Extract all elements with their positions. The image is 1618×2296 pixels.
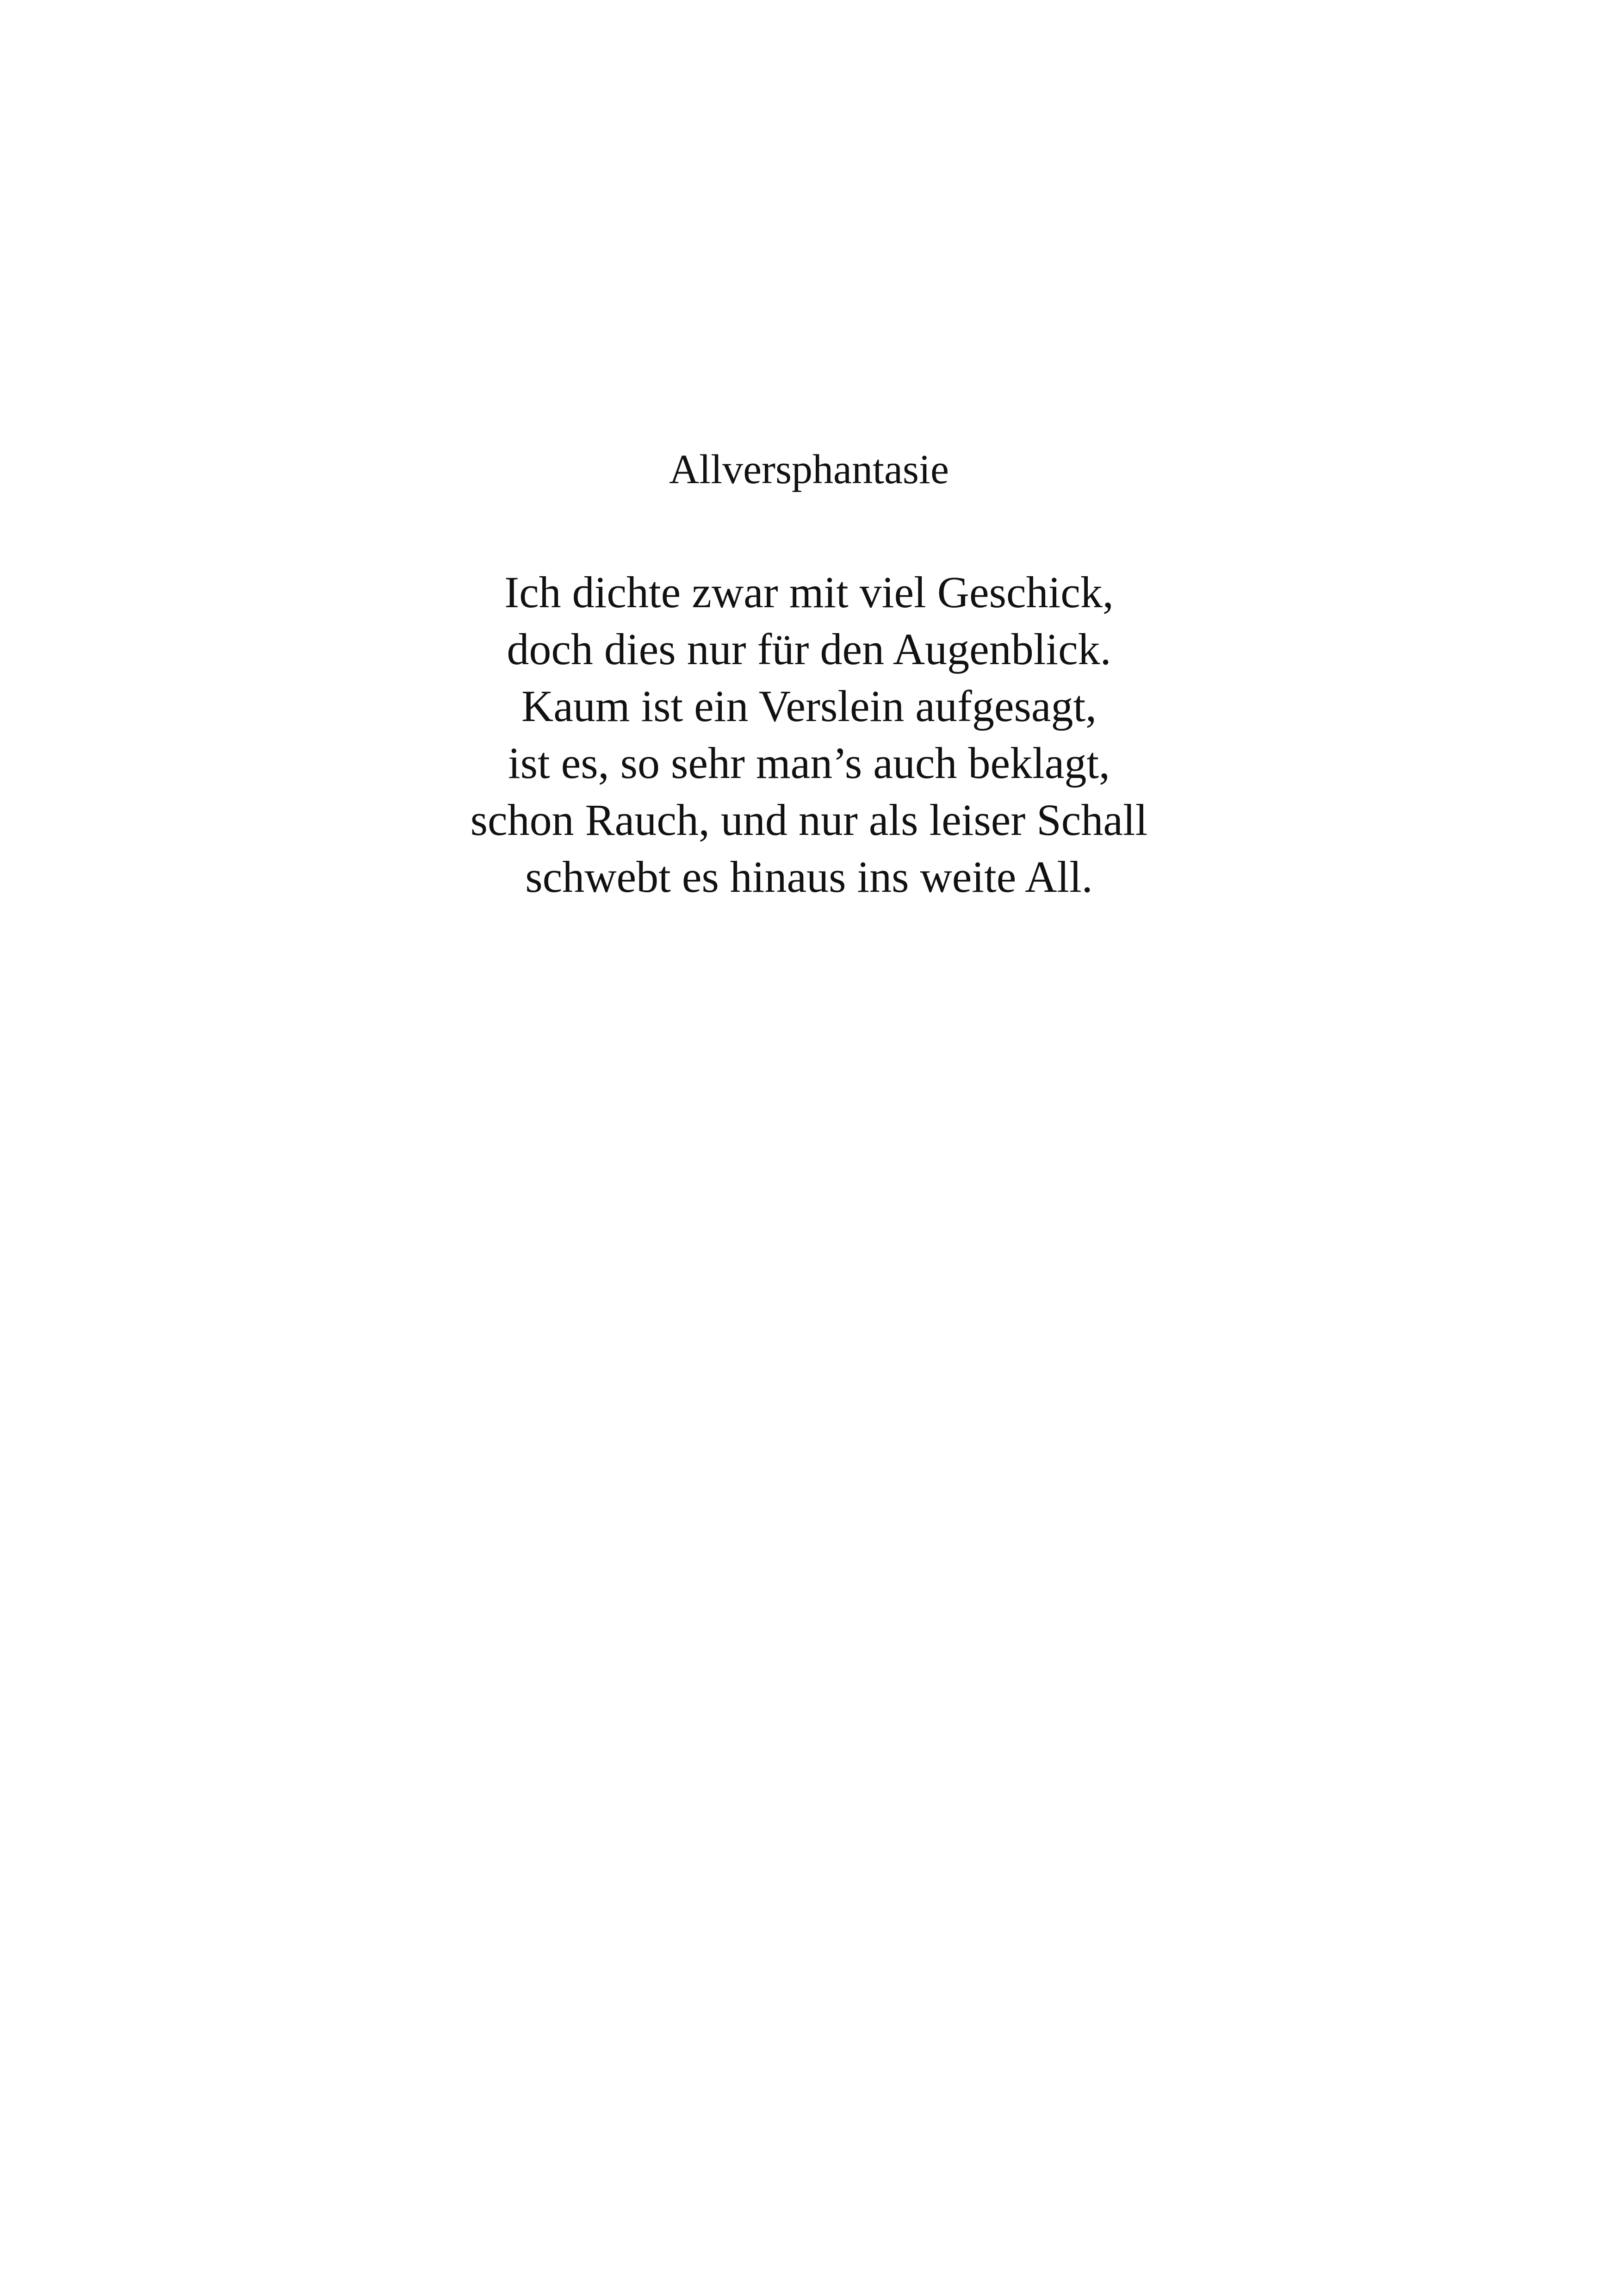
poem-stanza [0,564,1618,905]
verse-line: Kaum ist ein Verslein aufgesagt, [521,681,1097,731]
verse-line: ist es, so sehr man’s auch beklagt, [508,738,1110,788]
verse-line: Ich dichte zwar mit viel Geschick, [504,567,1114,617]
poem-title: Allversphantasie [669,447,949,492]
verse-line: schwebt es hinaus ins weite All. [525,852,1093,902]
verse-line: schon Rauch, und nur als leiser Schall [470,795,1148,845]
verse-line: doch dies nur für den Augenblick. [507,624,1111,674]
